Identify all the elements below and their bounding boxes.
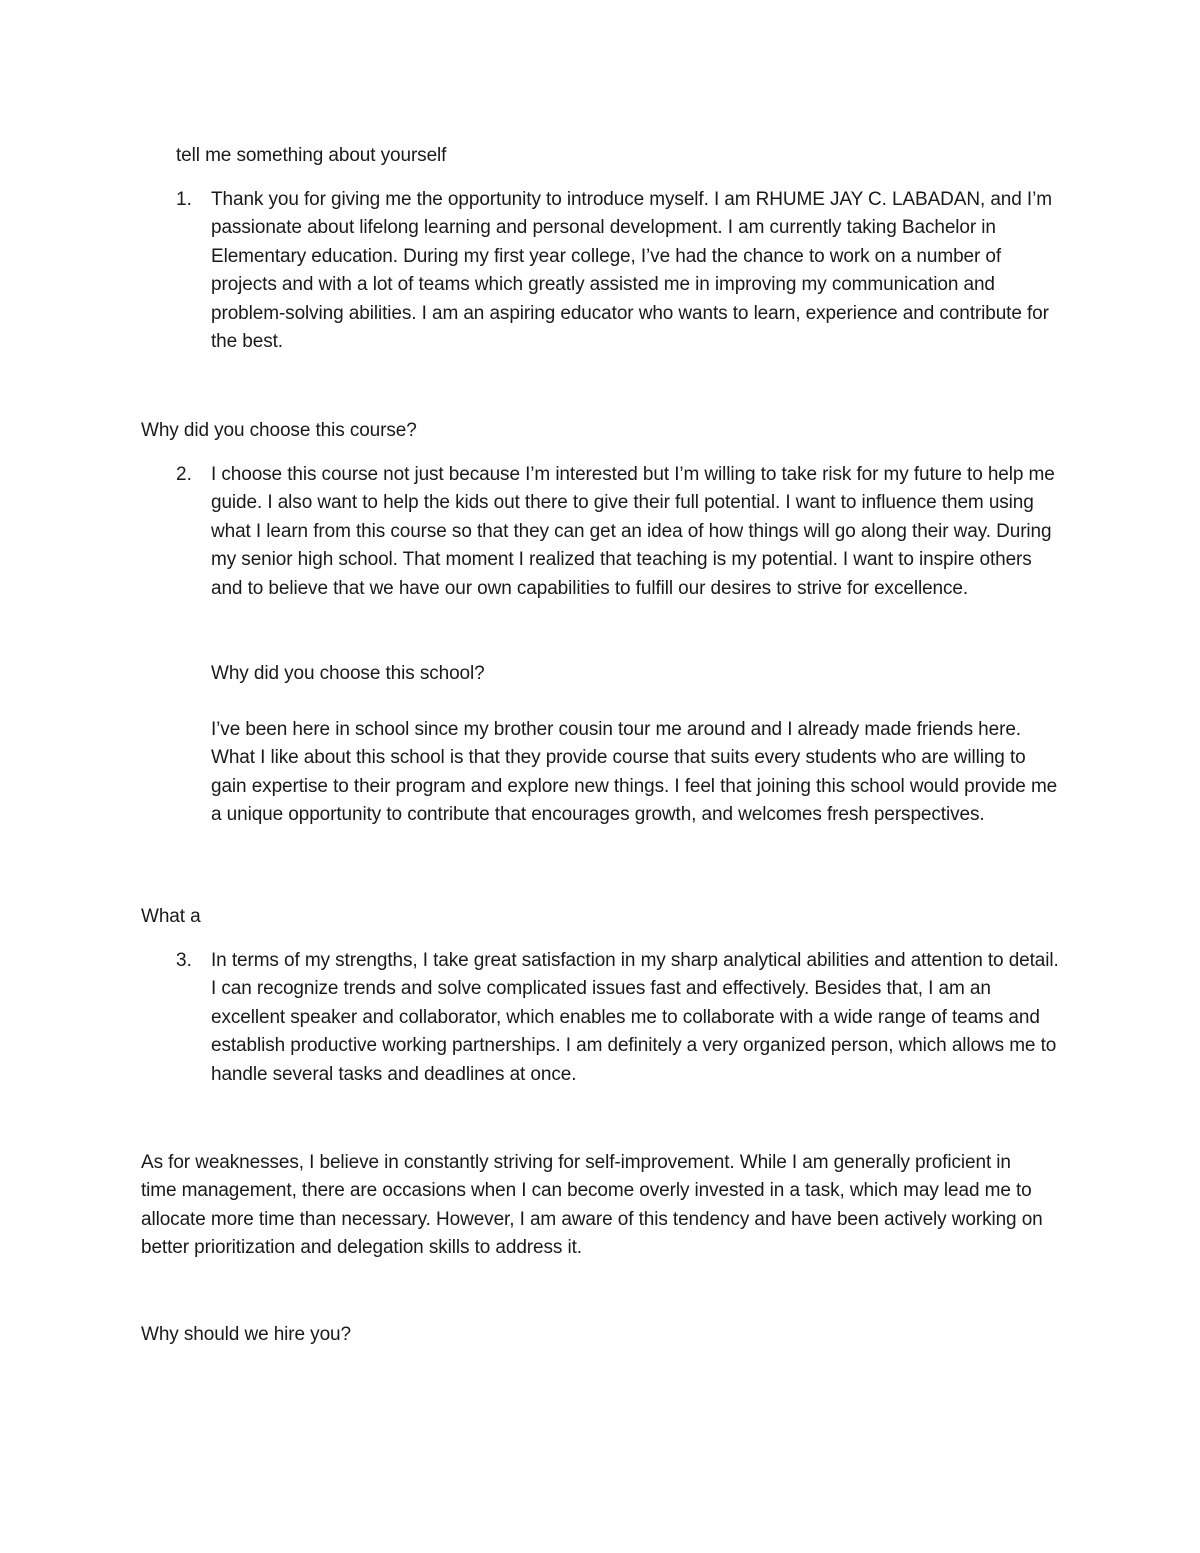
list-number-2: 2. xyxy=(176,464,192,485)
heading-why-school: Why did you choose this school? xyxy=(211,663,485,684)
answer-introduction: Thank you for giving me the opportunity to introduce myself. I am RHUME JAY C. LABADAN, and I’m passionate about lifelong learning and personal development. I am currently taking Bachelor in Elementary education. During my first year college, I’ve had the chance to work on a number of projects and with a lot of teams which greatly assisted me in improving my communication and problem-solving abilities. I am an aspiring educator who wants to learn, experience and contribute for the best. xyxy=(211,189,1052,353)
answer-why-course: I choose this course not just because I’m interested but I’m willing to take risk for my future to help me guide. I also want to help the kids out there to give their full potential. I want to influence them using what I learn from this course so that they can get an idea of how things will go along their way. During my senior high school. That moment I realized that teaching is my potential. I want to inspire others and to believe that we have our own capabilities to fulfill our desires to strive for excellence. xyxy=(211,464,1055,599)
paragraph-weaknesses: As for weaknesses, I believe in constantly striving for self-improvement. While I am generally proficient in time management, there are occasions when I can become overly invested in a task, which may lead me to allocate more time than necessary. However, I am aware of this tendency and have been actively working on better prioritization and delegation skills to address it. xyxy=(141,1152,1043,1259)
list-number-3: 3. xyxy=(176,950,192,971)
answer-strengths: In terms of my strengths, I take great satisfaction in my sharp analytical abilities and attention to detail. I can recognize trends and solve complicated issues fast and effectively. Besides that, I am an excellent speaker and collaborator, which enables me to collaborate with a wide range of teams and establish productive working partnerships. I am definitely a very organized person, which allows me to handle several tasks and deadlines at once. xyxy=(211,950,1059,1085)
heading-tell-me-about-yourself: tell me something about yourself xyxy=(176,145,447,166)
answer-why-school: I’ve been here in school since my brother cousin tour me around and I already made friends here. What I like about this school is that they provide course that suits every students who are willing to gain expertise to their program and explore new things. I feel that joining this school would provide me a unique opportunity to contribute that encourages growth, and welcomes fresh perspectives. xyxy=(211,719,1058,826)
heading-why-course: Why did you choose this course? xyxy=(141,420,417,441)
heading-what-a: What a xyxy=(141,906,201,927)
heading-why-hire: Why should we hire you? xyxy=(141,1324,351,1345)
list-number-1: 1. xyxy=(176,189,192,210)
